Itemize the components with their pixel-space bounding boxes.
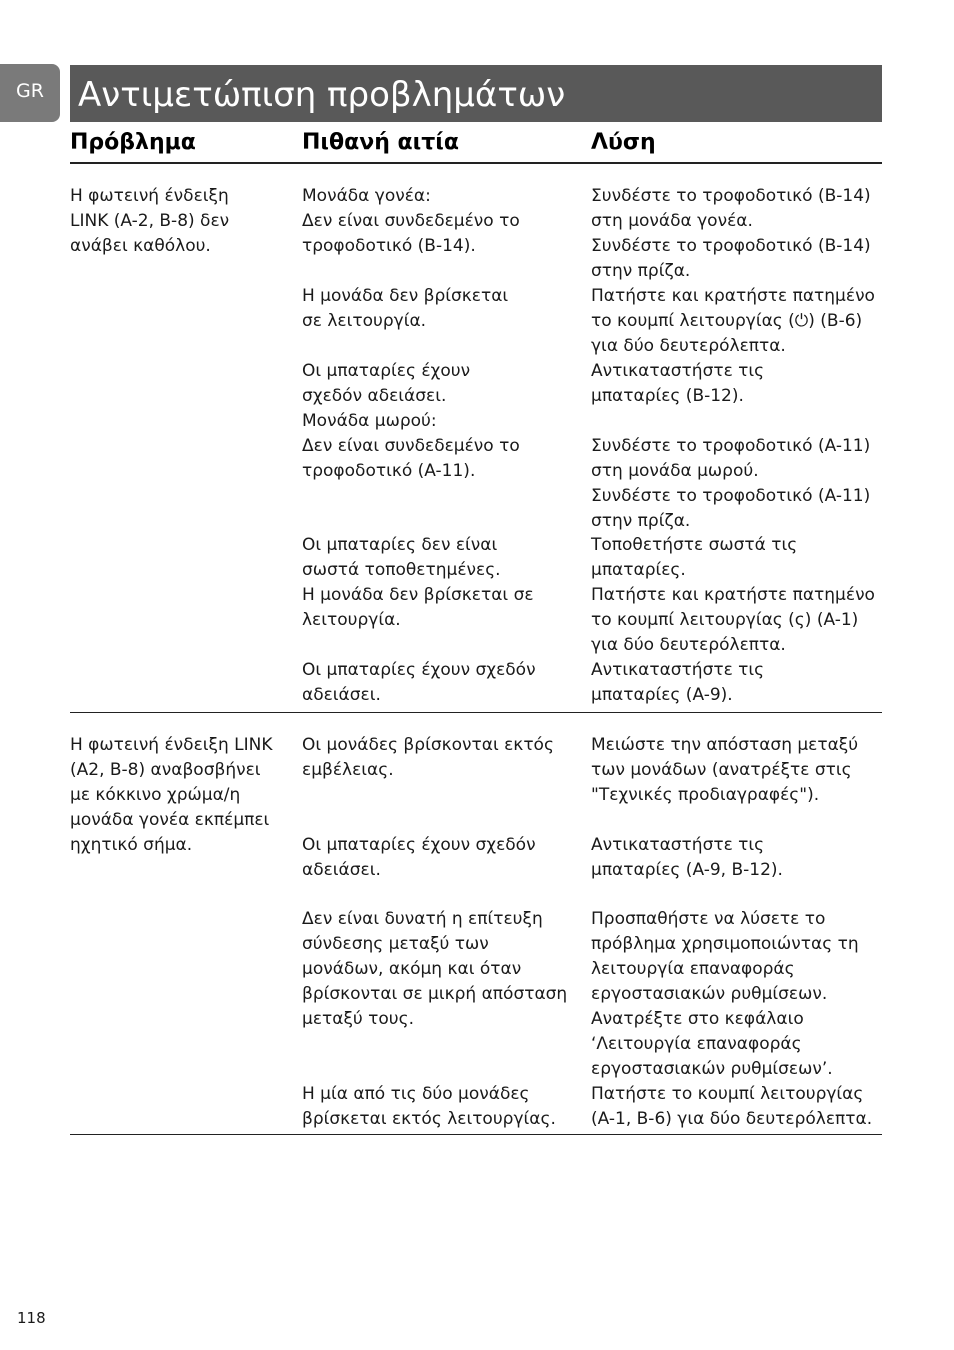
header-solution: Λύση bbox=[591, 130, 656, 155]
section2-problem: Η φωτεινή ένδειξη LINK (A2, B-8) αναβοσβήνει με κόκκινο χρώμα/η μονάδα γονέα εκπέμπει ηχητικό σήμα. bbox=[70, 735, 273, 855]
header-cause: Πιθανή αιτία bbox=[302, 130, 459, 155]
section2-cause-1: Οι μονάδες βρίσκονται εκτός εμβέλειας. bbox=[302, 735, 554, 780]
section1-solution-5: Τοποθετήστε σωστά τις μπαταρίες. Πατήστε και κρατήστε πατημένο το κουμπί λειτουργίας (ς) (A-1) για δύο δευτερόλεπτα. bbox=[591, 535, 875, 655]
section1-solution-3: Αντικαταστήστε τις μπαταρίες (B-12). bbox=[591, 361, 765, 406]
section1-cause-1: Μονάδα γονέα: Δεν είναι συνδεδεμένο το τροφοδοτικό (B-14). bbox=[302, 186, 520, 256]
section2-solution-2: Αντικαταστήστε τις μπαταρίες (A-9, B-12). bbox=[591, 835, 783, 880]
section1-cause-4: Δεν είναι συνδεδεμένο το τροφοδοτικό (A-11). bbox=[302, 436, 520, 481]
section1-solution-6: Αντικαταστήστε τις μπαταρίες (A-9). bbox=[591, 660, 765, 705]
section1-solution-2: Πατήστε και κρατήστε πατημένο το κουμπί λειτουργίας (⏻) (B-6) για δύο δευτερόλεπτα. bbox=[591, 286, 875, 356]
section1-cause-5: Οι μπαταρίες δεν είναι σωστά τοποθετημένες. Η μονάδα δεν βρίσκεται σε λειτουργία. bbox=[302, 535, 534, 630]
section2-solution-4: Πατήστε το κουμπί λειτουργίας (A-1, B-6) για δύο δευτερόλεπτα. bbox=[591, 1084, 873, 1129]
header-problem: Πρόβλημα bbox=[70, 130, 196, 155]
section1-solution-1: Συνδέστε το τροφοδοτικό (B-14) στη μονάδα γονέα. Συνδέστε το τροφοδοτικό (B-14) στην πρίζα. bbox=[591, 186, 871, 281]
header-divider bbox=[70, 162, 882, 164]
section1-cause-6: Οι μπαταρίες έχουν σχεδόν αδειάσει. bbox=[302, 660, 536, 705]
section1-solution-4: Συνδέστε το τροφοδοτικό (A-11) στη μονάδα μωρού. Συνδέστε το τροφοδοτικό (A-11) στην πρίζα. bbox=[591, 436, 871, 531]
section2-cause-3: Δεν είναι δυνατή η επίτευξη σύνδεσης μεταξύ των μονάδων, ακόμη και όταν βρίσκονται σε μικρή απόσταση μεταξύ τους. bbox=[302, 909, 568, 1029]
section1-cause-2: Η μονάδα δεν βρίσκεται σε λειτουργία. bbox=[302, 286, 509, 331]
language-tab: GR bbox=[0, 64, 60, 122]
page-title: Αντιμετώπιση προβλημάτων bbox=[70, 65, 882, 122]
table-bottom-rule bbox=[70, 1134, 882, 1135]
section2-solution-1: Μειώστε την απόσταση μεταξύ των μονάδων (ανατρέξτε στις "Τεχνικές προδιαγραφές"). bbox=[591, 735, 859, 805]
page-number: 118 bbox=[17, 1309, 46, 1327]
section-divider bbox=[70, 712, 882, 713]
section1-problem: Η φωτεινή ένδειξη LINK (A-2, B-8) δεν ανάβει καθόλου. bbox=[70, 186, 230, 256]
section1-cause-3: Οι μπαταρίες έχουν σχεδόν αδειάσει. Μονάδα μωρού: bbox=[302, 361, 471, 431]
section2-cause-2: Οι μπαταρίες έχουν σχεδόν αδειάσει. bbox=[302, 835, 536, 880]
section2-cause-4: Η μία από τις δύο μονάδες βρίσκεται εκτός λειτουργίας. bbox=[302, 1084, 556, 1129]
section2-solution-3: Προσπαθήστε να λύσετε το πρόβλημα χρησιμοποιώντας τη λειτουργία επαναφοράς εργοστασιακών ρυθμίσεων. Ανατρέξτε στο κεφάλαιο ‘Λειτουργία επαναφοράς εργοστασιακών ρυθμίσεων’. bbox=[591, 909, 859, 1079]
